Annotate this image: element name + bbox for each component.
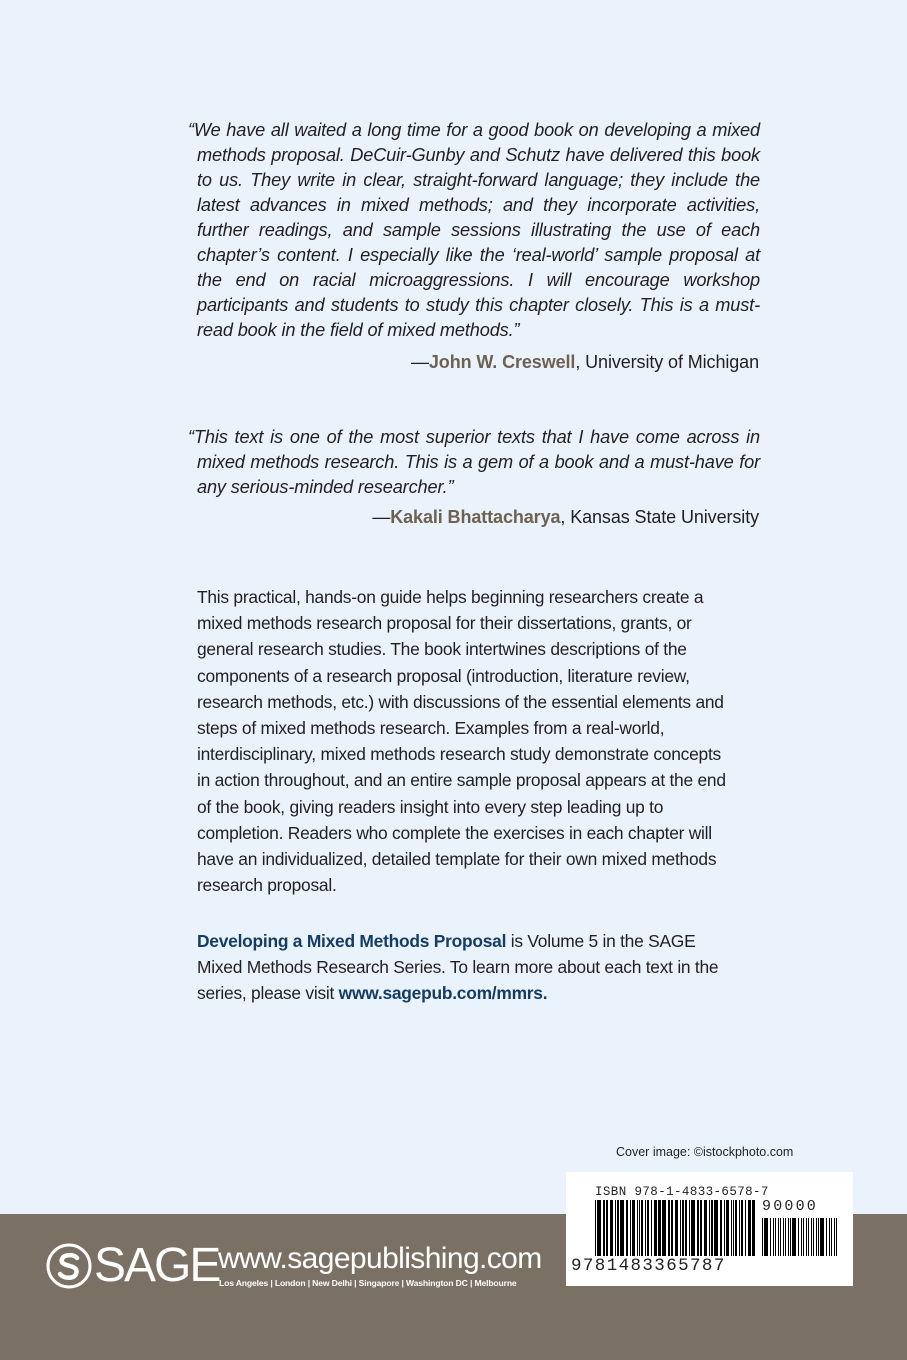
barcode-bar bbox=[626, 1200, 628, 1256]
series-url-link[interactable]: www.sagepub.com/mmrs. bbox=[338, 983, 548, 1004]
barcode-bar bbox=[620, 1200, 624, 1256]
sage-logo-icon bbox=[46, 1243, 92, 1289]
barcode-bar bbox=[689, 1200, 690, 1256]
barcode-bar bbox=[680, 1200, 681, 1256]
barcode-bar bbox=[685, 1200, 687, 1256]
barcode-bar bbox=[603, 1200, 605, 1256]
ean-digits: 9781483365787 bbox=[571, 1256, 726, 1276]
addon-digits: 90000 bbox=[762, 1198, 819, 1215]
barcode-bar bbox=[735, 1200, 737, 1256]
endorser-name: Kakali Bhattacharya bbox=[390, 507, 561, 527]
barcode-bar bbox=[651, 1200, 652, 1256]
barcode-bar bbox=[615, 1200, 616, 1256]
barcode-bar bbox=[752, 1200, 755, 1256]
barcode-bar bbox=[741, 1200, 743, 1256]
barcode-bar bbox=[610, 1200, 613, 1256]
barcode-bar bbox=[811, 1218, 812, 1256]
barcode-bar bbox=[691, 1200, 695, 1256]
barcode-bar bbox=[836, 1218, 837, 1256]
barcode-bar bbox=[813, 1218, 814, 1256]
endorsement-quote-2 bbox=[188, 425, 760, 500]
publisher-locations: Los Angeles | London | New Delhi | Singapore | Washington DC | Melbourne bbox=[219, 1278, 517, 1288]
barcode-bar bbox=[647, 1200, 649, 1256]
isbn-label: ISBN 978-1-4833-6578-7 bbox=[595, 1185, 769, 1199]
barcode-bar bbox=[704, 1200, 707, 1256]
barcode-bar bbox=[654, 1200, 657, 1256]
barcode-bar bbox=[831, 1218, 832, 1256]
barcode-bar bbox=[748, 1200, 751, 1256]
barcode-bar bbox=[745, 1200, 746, 1256]
barcode-bar bbox=[726, 1200, 729, 1256]
book-title: Developing a Mixed Methods Proposal bbox=[197, 931, 507, 951]
barcode-bar bbox=[739, 1200, 740, 1256]
barcode-bar bbox=[658, 1200, 661, 1256]
endorsement-attribution-2 bbox=[372, 505, 759, 529]
barcode-bar bbox=[709, 1200, 710, 1256]
endorsement-quote-2-text: “This text is one of the most superior texts that I have come across in mixed methods research. This is a gem of a book and a must-have for any serious-minded researcher.” bbox=[188, 427, 760, 497]
barcode-bar bbox=[595, 1200, 596, 1256]
barcode-bar bbox=[762, 1218, 763, 1256]
barcode-bar bbox=[820, 1218, 824, 1256]
barcode-bar bbox=[597, 1200, 601, 1256]
barcode-bar bbox=[803, 1218, 804, 1256]
barcode-bar bbox=[645, 1200, 646, 1256]
endorser-name: John W. Creswell bbox=[428, 352, 576, 372]
series-note bbox=[197, 928, 737, 1007]
barcode-bar bbox=[808, 1218, 809, 1256]
barcode-bar bbox=[662, 1200, 666, 1256]
barcode-bar bbox=[801, 1218, 802, 1256]
endorser-affiliation: , Kansas State University bbox=[560, 507, 759, 527]
endorsement-quote-1 bbox=[188, 118, 760, 343]
barcode-bar bbox=[788, 1218, 789, 1256]
barcode-bar bbox=[733, 1200, 734, 1256]
barcode-bar bbox=[764, 1218, 768, 1256]
series-text: is Volume 5 in the SAGE Mixed Methods Research Series. To learn more about each text in the series, please visit bbox=[197, 931, 719, 1004]
endorser-affiliation: , University of Michigan bbox=[575, 352, 759, 372]
barcode-bar bbox=[790, 1218, 791, 1256]
barcode-bar bbox=[816, 1218, 817, 1256]
barcode-bar bbox=[834, 1218, 835, 1256]
barcode-bar bbox=[792, 1218, 796, 1256]
sage-logo bbox=[46, 1241, 219, 1291]
barcode-bar bbox=[775, 1218, 776, 1256]
barcode-bar bbox=[632, 1200, 635, 1256]
barcode-bar bbox=[637, 1200, 638, 1256]
barcode-bar bbox=[826, 1218, 827, 1256]
barcode-bar bbox=[731, 1200, 732, 1256]
barcode-bar bbox=[720, 1200, 722, 1256]
barcode-bar bbox=[630, 1200, 631, 1256]
barcode-bar bbox=[682, 1200, 684, 1256]
barcode-bar bbox=[668, 1200, 670, 1256]
attribution-dash: — bbox=[372, 507, 391, 527]
sage-logo-word: SAGE bbox=[94, 1239, 220, 1292]
barcode-bar bbox=[711, 1200, 713, 1256]
barcode-bar bbox=[700, 1200, 702, 1256]
barcode-bar bbox=[818, 1218, 819, 1256]
publisher-website-link[interactable]: www.sagepublishing.com bbox=[218, 1242, 542, 1275]
barcode-bar bbox=[724, 1200, 725, 1256]
book-description: This practical, hands-on guide helps beginning researchers create a mixed methods research proposal for their dissertations, grants, or general research studies. The book intertwines descriptions of the components of a research proposal (introduction, literature review, research methods, etc.) with discussions of the essential elements and steps of mixed methods research. Examples from a real-world, interdisciplinary, mixed methods research study demonstrate concepts in action throughout, and an entire sample proposal appears at the end of the book, giving readers insight into every step leading up to completion. Readers who complete the exercises in each chapter will have an individualized, detailed template for their own mixed methods research proposal. bbox=[197, 587, 726, 896]
isbn-barcode bbox=[566, 1172, 853, 1286]
barcode-bar bbox=[798, 1218, 799, 1256]
barcode-bar bbox=[770, 1218, 771, 1256]
barcode-bar bbox=[829, 1218, 830, 1256]
attribution-dash: — bbox=[410, 352, 429, 372]
barcode-bar bbox=[671, 1200, 673, 1256]
barcode-bar bbox=[780, 1218, 781, 1256]
barcode-bar bbox=[714, 1200, 718, 1256]
cover-credit: Cover image: ©istockphoto.com bbox=[616, 1145, 794, 1159]
barcode-bar bbox=[785, 1218, 786, 1256]
barcode-bar bbox=[778, 1218, 779, 1256]
endorsement-attribution-1 bbox=[411, 350, 759, 374]
barcode-bar bbox=[641, 1200, 643, 1256]
barcode-bar bbox=[639, 1200, 640, 1256]
barcode-bar bbox=[617, 1200, 619, 1256]
barcode-bar bbox=[773, 1218, 774, 1256]
barcode-bar bbox=[606, 1200, 608, 1256]
barcode-bar bbox=[675, 1200, 678, 1256]
barcode-bar bbox=[783, 1218, 784, 1256]
endorsement-quote-1-text: “We have all waited a long time for a good book on developing a mixed methods proposal. DeCuir-Gunby and Schutz have delivered this book to us. They write in clear, straight-forward language; they include the latest advances in mixed methods; and they incorporate activities, further readings, and sample sessions illustrating the use of each chapter’s content. I especially like the ‘real-world’ sample proposal at the end on racial microaggressions. I will encourage workshop participants and students to study this chapter closely. This is a must-read book in the field of mixed methods.” bbox=[188, 120, 760, 340]
barcode-bar bbox=[697, 1200, 699, 1256]
barcode-bar bbox=[806, 1218, 807, 1256]
